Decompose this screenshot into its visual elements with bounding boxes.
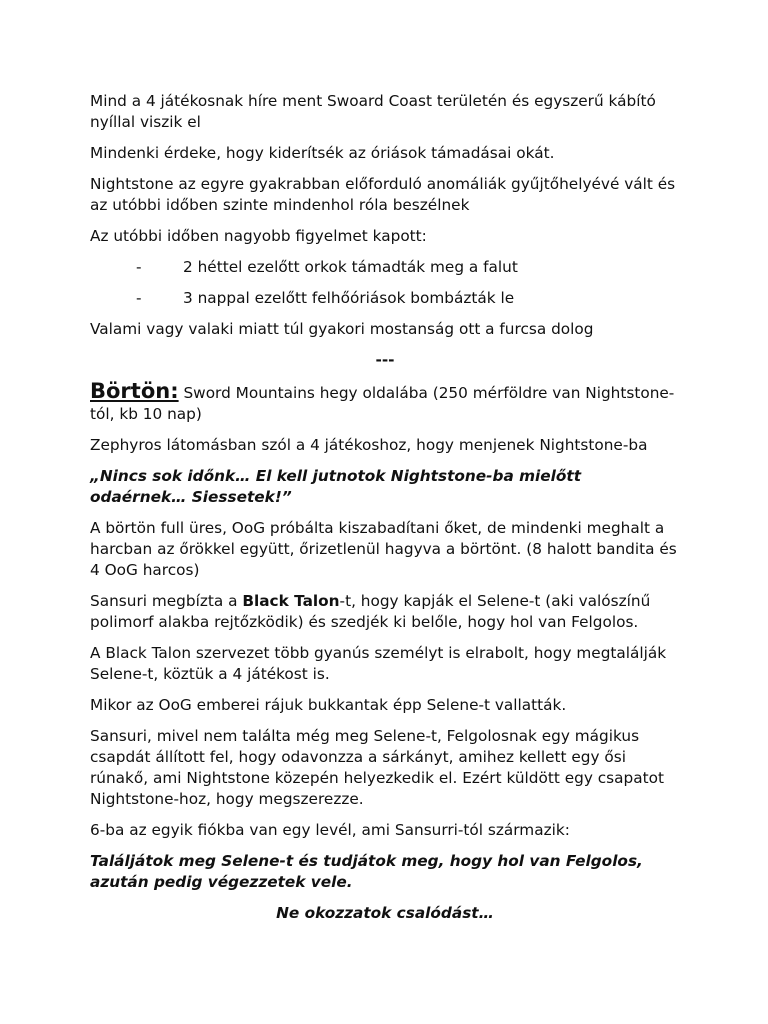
zephyros-quote: „Nincs sok időnk… El kell jutnotok Nightstone-ba mielőtt odaérnek… Siessetek!” [90, 467, 582, 506]
prison-paragraph-7: 6-ba az egyik fiókba van egy levél, ami Sansurri-tól származik: [90, 821, 570, 839]
intro-paragraph-1: Mind a 4 játékosnak híre ment Swoard Coast területén és egyszerű kábító nyíllal viszik el [90, 92, 656, 131]
prison-paragraph-3-end: -t, hogy kapják el Selene-t (aki valószínű polimorf alakba rejtőzködik) és szedjék ki belőle, hogy hol van Felgolos. [90, 592, 651, 631]
intro-paragraph-4: Az utóbbi időben nagyobb figyelmet kapott: [90, 227, 427, 245]
prison-heading-paragraph [90, 381, 680, 425]
prison-paragraph-2: A börtön full üres, OoG próbálta kiszabadítani őket, de mindenki meghalt a harcban az őrökkel együtt, őrizetlenül hagyva a börtönt. (8 halott bandita és 4 OoG harcos) [90, 519, 677, 579]
prison-paragraph-3 [90, 591, 680, 633]
intro-paragraph-3: Nightstone az egyre gyakrabban előforduló anomáliák gyűjtőhelyévé vált és az utóbbi időben szinte mindenhol róla beszélnek [90, 175, 676, 214]
list-item [90, 288, 680, 309]
intro-paragraph-5: Valami vagy valaki miatt túl gyakori mostanság ott a furcsa dolog [90, 320, 594, 338]
list-item-text: 3 nappal ezelőtt felhőóriások bombázták le [183, 289, 515, 307]
intro-paragraph-2: Mindenki érdeke, hogy kiderítsék az óriások támadásai okát. [90, 144, 555, 162]
prison-heading-text: Sword Mountains hegy oldalába (250 mérföldre van Nightstone-tól, kb 10 nap) [90, 384, 675, 423]
prison-paragraph-1: Zephyros látomásban szól a 4 játékoshoz, hogy menjenek Nightstone-ba [90, 436, 648, 454]
prison-paragraph-4: A Black Talon szervezet több gyanús személyt is elrabolt, hogy megtalálják Selene-t, köztük a 4 játékost is. [90, 644, 667, 683]
document-body [90, 91, 680, 934]
section-separator: --- [375, 351, 395, 369]
black-talon-name: Black Talon [242, 592, 340, 610]
prison-paragraph-5: Mikor az OoG emberei rájuk bukkantak épp Selene-t vallatták. [90, 696, 567, 714]
letter-quote: Találjátok meg Selene-t és tudjátok meg, hogy hol van Felgolos, azután pedig végezzetek vele. [90, 852, 643, 891]
list-item-text: 2 héttel ezelőtt orkok támadták meg a falut [183, 258, 518, 276]
list-bullet: - [136, 289, 142, 307]
prison-heading: Börtön: [90, 379, 179, 403]
list-item [90, 257, 680, 278]
prison-paragraph-3-start: Sansuri megbízta a [90, 592, 243, 610]
list-bullet: - [136, 258, 142, 276]
letter-closing-quote: Ne okozzatok csalódást… [276, 904, 494, 922]
prison-paragraph-6: Sansuri, mivel nem találta még meg Selene-t, Felgolosnak egy mágikus csapdát állított fel, hogy odavonzza a sárkányt, amihez kellett egy ősi rúnakő, ami Nightstone közepén helyezkedik el. Ezért küldött egy csapatot Nightstone-hoz, hogy megszerezze. [90, 727, 664, 808]
